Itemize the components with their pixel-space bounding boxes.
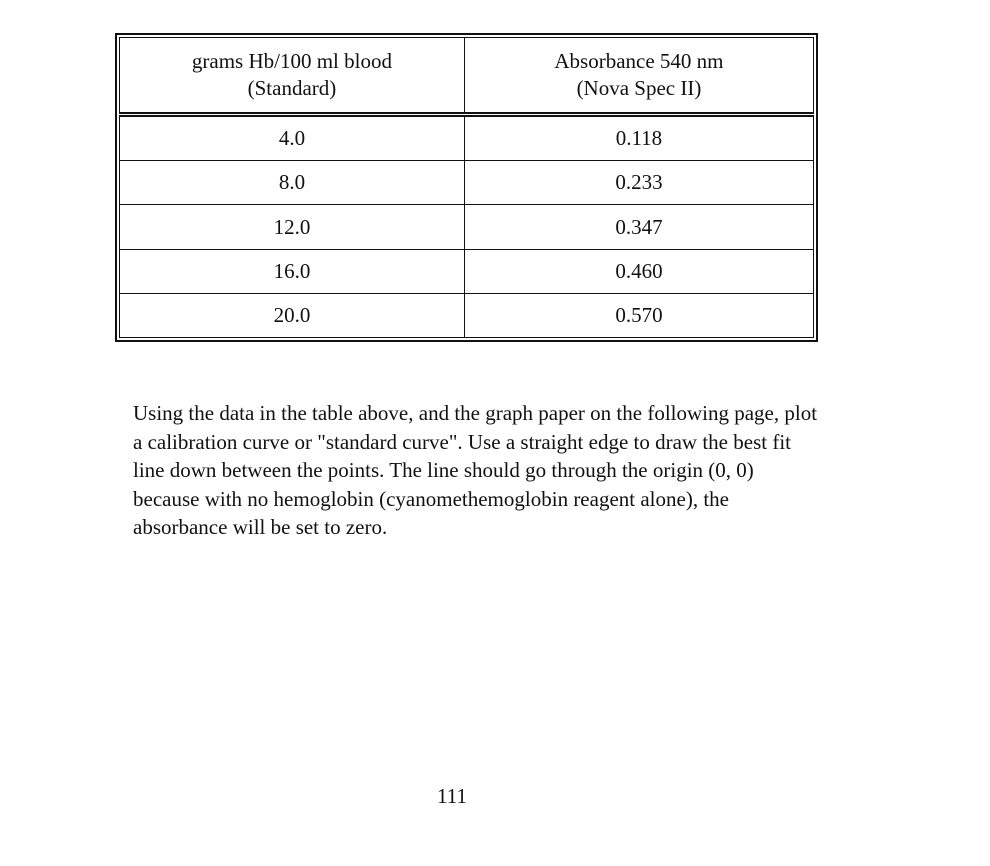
header-line: grams Hb/100 ml blood bbox=[191, 49, 392, 74]
cell-concentration: 4.0 bbox=[120, 115, 465, 161]
table-row bbox=[120, 205, 814, 249]
cell-absorbance: 0.118 bbox=[464, 115, 813, 161]
table-row bbox=[120, 161, 814, 205]
hemoglobin-absorbance-table bbox=[119, 37, 814, 338]
cell-concentration: 16.0 bbox=[120, 249, 465, 293]
header-line: Absorbance 540 nm bbox=[554, 49, 724, 74]
header-subline: (Nova Spec II) bbox=[576, 76, 702, 101]
column-header-absorbance bbox=[464, 38, 813, 115]
standard-data-table bbox=[115, 33, 818, 342]
cell-absorbance: 0.570 bbox=[464, 293, 813, 337]
table-row bbox=[120, 293, 814, 337]
column-header-concentration bbox=[120, 38, 465, 115]
header-subline: (Standard) bbox=[247, 76, 337, 101]
cell-absorbance: 0.347 bbox=[464, 205, 813, 249]
cell-concentration: 8.0 bbox=[120, 161, 465, 205]
cell-concentration: 20.0 bbox=[120, 293, 465, 337]
table-row bbox=[120, 115, 814, 161]
cell-absorbance: 0.233 bbox=[464, 161, 813, 205]
cell-absorbance: 0.460 bbox=[464, 249, 813, 293]
table-header-row bbox=[120, 38, 814, 115]
instructions-paragraph: Using the data in the table above, and the graph paper on the following page, plot a calibration curve or "standard curve". Use a straight edge to draw the best fit line down between the points. The line should go through the origin (0, 0) because with no hemoglobin (cyanomethemoglobin reagent alone), the absorbance will be set to zero. bbox=[133, 401, 818, 539]
cell-concentration: 12.0 bbox=[120, 205, 465, 249]
table-row bbox=[120, 249, 814, 293]
page-number: 111 bbox=[437, 784, 467, 808]
